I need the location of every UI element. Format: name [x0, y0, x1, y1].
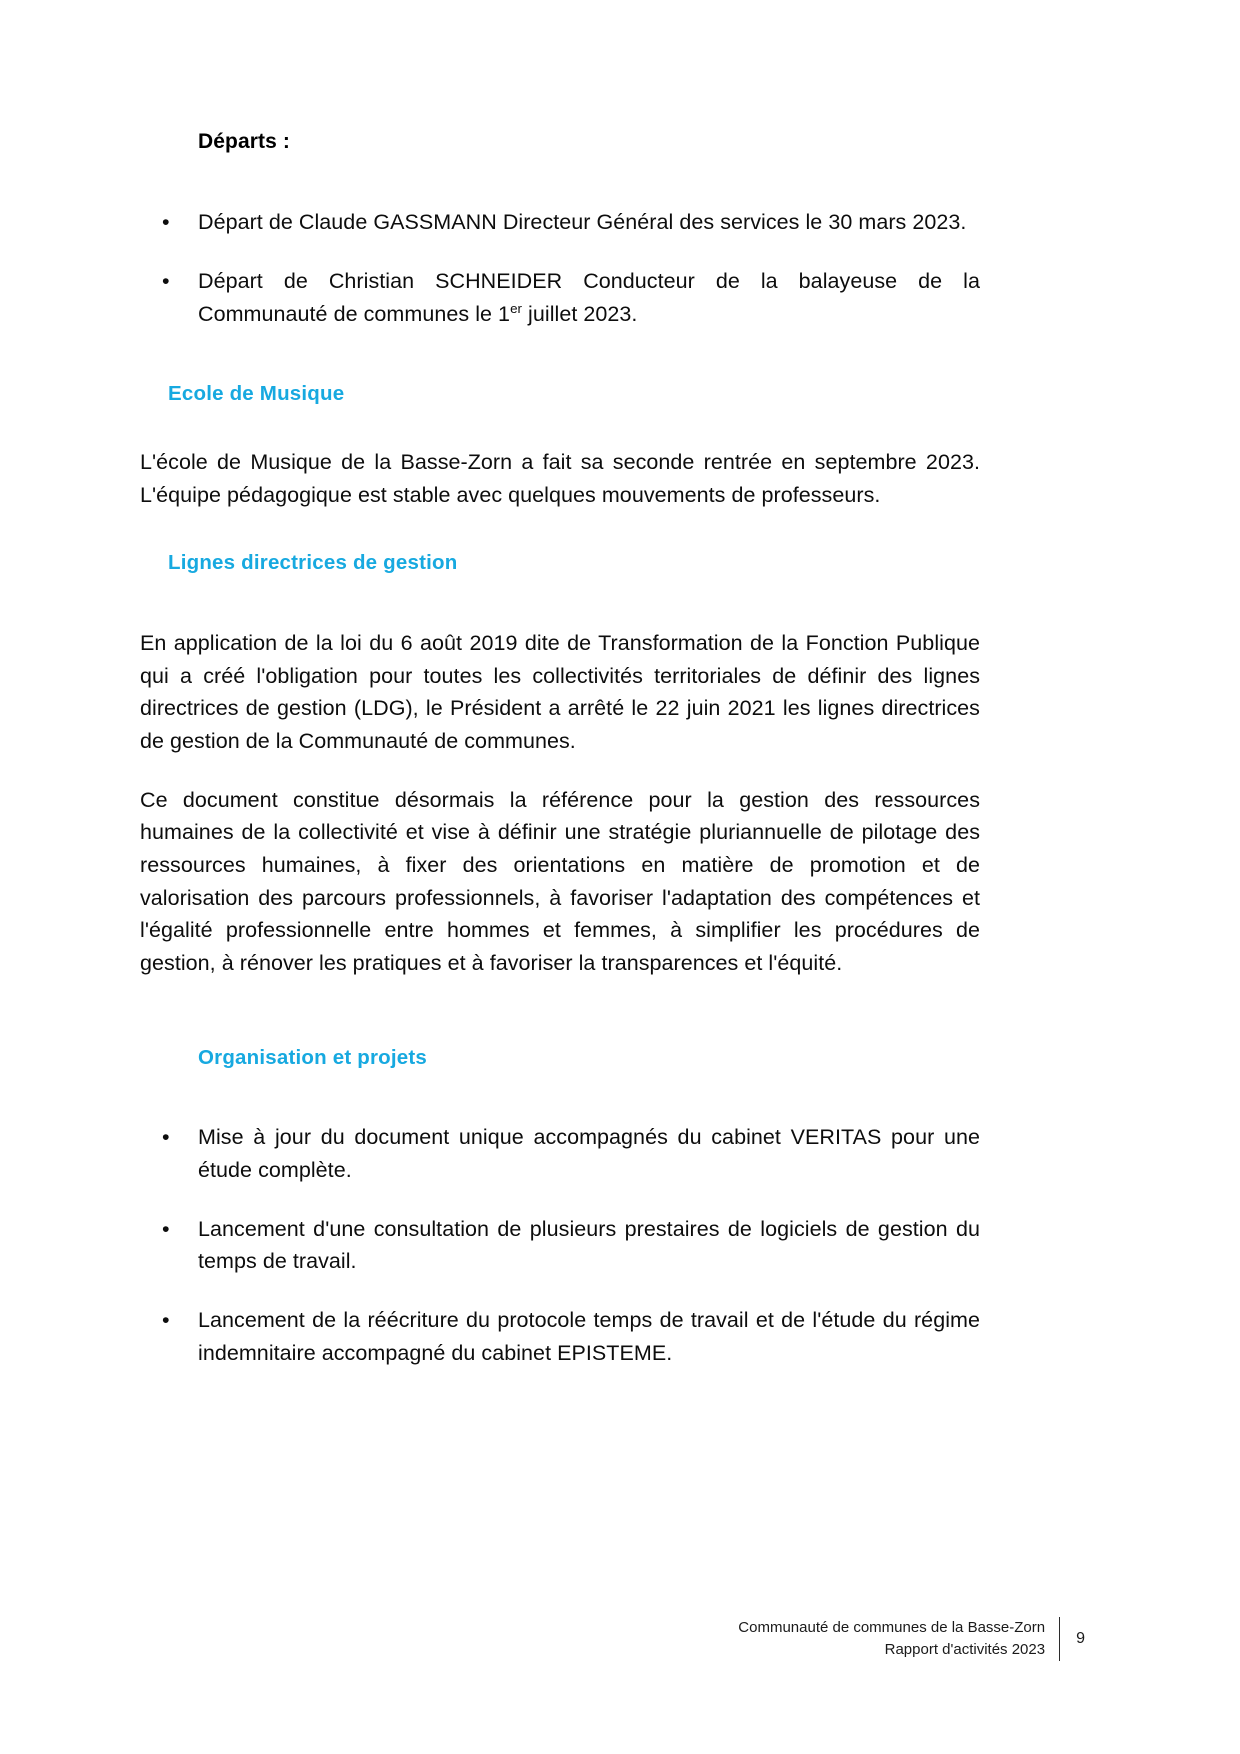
departs-label: Départs :	[198, 130, 290, 153]
footer-document-title: Rapport d'activités 2023	[884, 1641, 1046, 1658]
bullet-dot-icon: •	[162, 1308, 170, 1333]
paragraph-ecole-de-musique: L'école de Musique de la Basse-Zorn a fait sa seconde rentrée en septembre 2023. L'équipe pédagogique est stable avec quelques mouvements de professeurs.	[140, 450, 980, 507]
paragraph-ldg-reference: Ce document constitue désormais la référence pour la gestion des ressources humaines de la collectivité et vise à définir une stratégie pluriannuelle de pilotage des ressources humaines, à fixer des orientations en matière de promotion et de valorisation des parcours professionnels, à favoriser l'adaptation des compétences et l'égalité professionnelle entre hommes et femmes, à simplifier les procédures de gestion, à rénover les pratiques et à favoriser la transparences et l'équité.	[140, 787, 980, 976]
list-item-text: Mise à jour du document unique accompagnés du cabinet VERITAS pour une étude complète.	[198, 1125, 980, 1183]
footer-content	[738, 1608, 1085, 1670]
list-item-depart-gassmann	[140, 206, 980, 239]
bullet-dot-icon: •	[162, 210, 170, 235]
bullet-dot-icon: •	[162, 269, 170, 294]
section-heading-organisation-et-projets: Organisation et projets	[198, 1045, 427, 1069]
list-item-consultation-logiciels	[140, 1213, 980, 1278]
list-item-depart-schneider	[140, 265, 980, 330]
list-item-text: Lancement d'une consultation de plusieurs prestaires de logiciels de gestion du temps de travail.	[198, 1216, 980, 1274]
bullet-dot-icon: •	[162, 1125, 170, 1150]
page-footer	[0, 1608, 1240, 1678]
list-item-protocole-temps-travail	[140, 1304, 980, 1369]
section-heading-lignes-directrices: Lignes directrices de gestion	[168, 551, 458, 575]
list-item-text: Départ de Claude GASSMANN Directeur Général des services le 30 mars 2023.	[198, 210, 967, 235]
page-content	[140, 128, 980, 1369]
list-item-text-tail: juillet 2023.	[522, 301, 638, 326]
list-item-text: Lancement de la réécriture du protocole temps de travail et de l'étude du régime indemnitaire accompagné du cabinet EPISTEME.	[198, 1308, 980, 1365]
bullet-dot-icon: •	[162, 1216, 170, 1241]
page-number: 9	[1076, 1630, 1085, 1647]
paragraph-ldg-application-loi: En application de la loi du 6 août 2019 dite de Transformation de la Fonction Publique qui a créé l'obligation pour toutes les collectivités territoriales de définir des lignes directrices de gestion (LDG), le Président a arrêté le 22 juin 2021 les lignes directrices de gestion de la Communauté de communes.	[140, 631, 980, 754]
list-item-document-unique	[140, 1121, 980, 1186]
list-item-text: Départ de Christian SCHNEIDER Conducteur de la balayeuse de la Communauté de communes le 1	[198, 269, 980, 326]
ordinal-suffix: er	[510, 300, 523, 316]
section-heading-ecole-de-musique: Ecole de Musique	[168, 382, 345, 406]
footer-organisation: Communauté de communes de la Basse-Zorn	[738, 1619, 1046, 1637]
footer-text-block	[738, 1617, 1059, 1661]
